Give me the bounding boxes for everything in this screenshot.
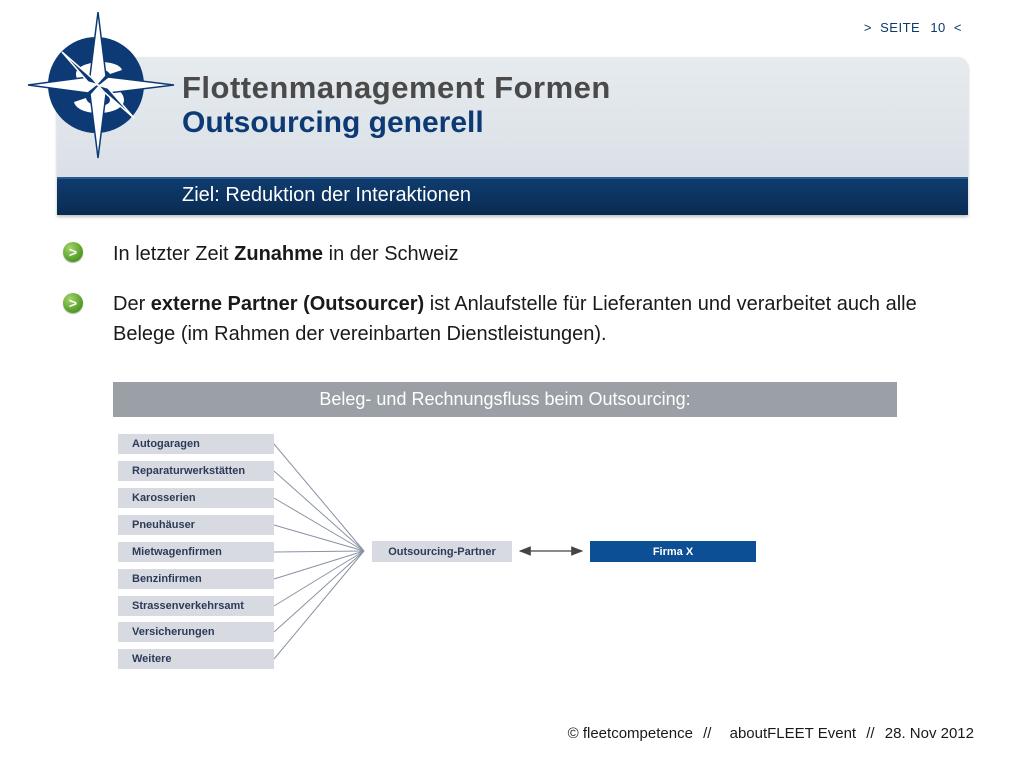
footer-copyright: © fleetcompetence [567,725,693,742]
bullet-text-pre: Der [113,293,151,315]
page-title: Flottenmanagement Formen [182,70,611,105]
page-subtitle: Outsourcing generell [182,106,484,139]
bullet-arrow-icon: > [63,242,83,262]
footer-separator: // [703,725,712,742]
source-box: Reparaturwerkstätten [118,461,274,481]
source-box: Weitere [118,649,274,669]
fan-connector-line [274,551,364,552]
fan-connector-line [274,551,364,632]
source-box: Versicherungen [118,622,274,642]
bullet-text-post: in der Schweiz [323,243,459,265]
bullet-text-pre: In letzter Zeit [113,243,235,265]
outsourcing-partner-box: Outsourcing-Partner [372,541,512,562]
page-label: SEITE [880,20,921,35]
fan-connector-line [274,498,364,551]
firma-x-box: Firma X [590,541,756,562]
source-box: Autogaragen [118,434,274,454]
bullet-arrow-icon: > [63,293,83,313]
bullet-text-bold: externe Partner (Outsourcer) [150,293,425,315]
source-box: Pneuhäuser [118,515,274,535]
source-box: Karosserien [118,488,274,508]
footer [568,725,974,742]
bullet-text-post: ist Anlaufstelle für Lieferanten und verarbeitet auch alle Belege (im Rahmen der vereinbarten Dienstleistungen). [113,293,917,345]
page-suffix: < [953,20,962,35]
footer-date: 28. Nov 2012 [884,725,974,742]
page-number-value: 10 [930,20,946,35]
source-box: Benzinfirmen [118,569,274,589]
fan-connector-line [274,471,364,551]
fan-connector-line [274,444,364,551]
page-prefix: > [863,20,872,35]
flow-diagram-header: Beleg- und Rechnungsfluss beim Outsourcing: [113,382,897,417]
source-box: Strassenverkehrsamt [118,596,274,616]
fan-connector-line [274,551,364,579]
goal-text: Ziel: Reduktion der Interaktionen [182,184,472,206]
footer-event: aboutFLEET Event [729,725,857,742]
fan-connector-line [274,551,364,606]
fan-connector-line [274,551,364,659]
source-box: Mietwagenfirmen [118,542,274,562]
fan-connector-line [274,525,364,551]
bullet-text-bold: Zunahme [234,243,324,265]
footer-separator: // [866,725,875,742]
